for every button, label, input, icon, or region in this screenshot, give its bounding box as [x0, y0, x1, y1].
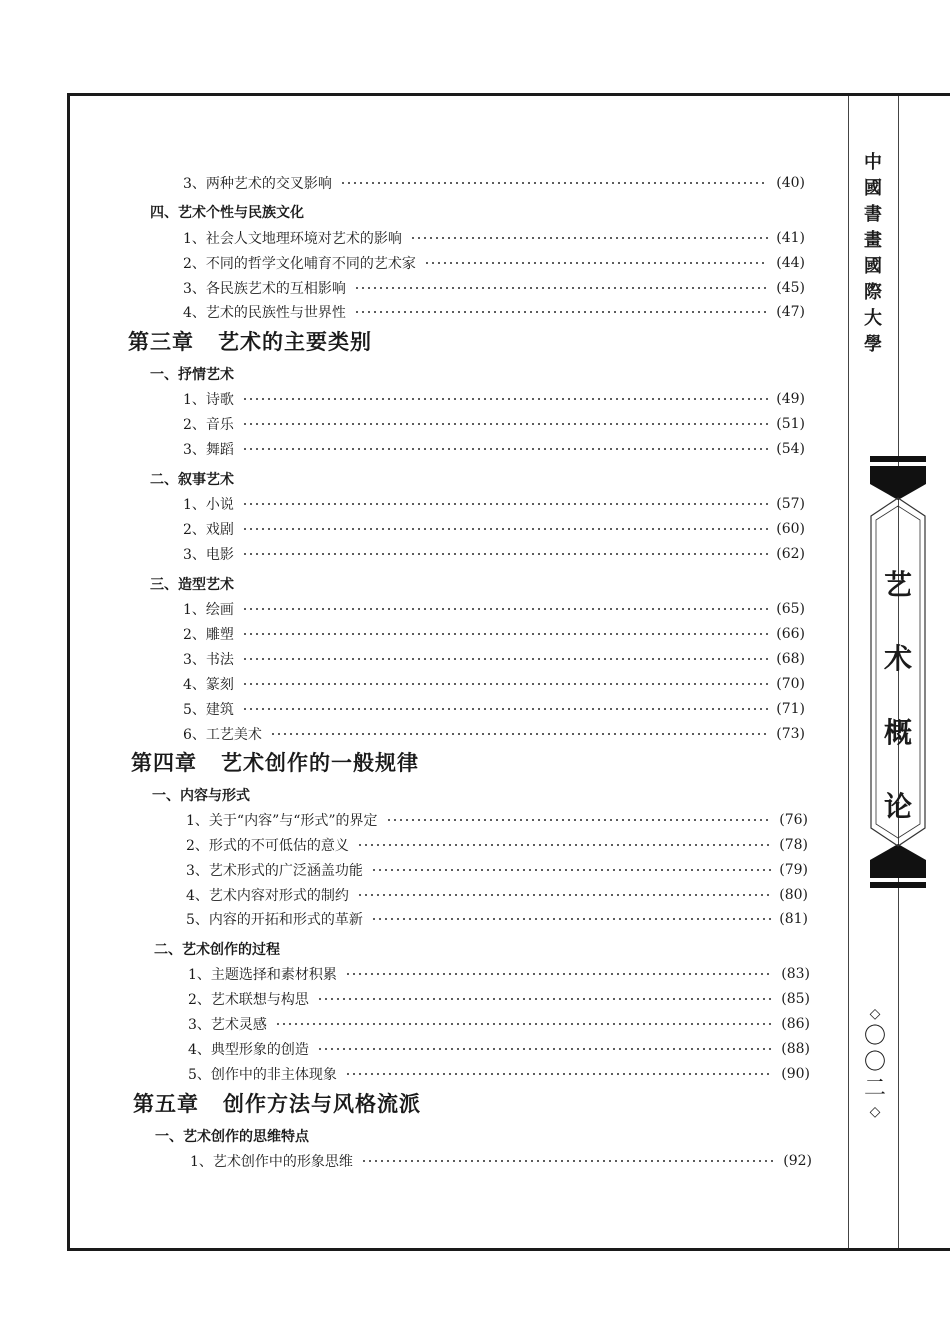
toc-entry[interactable] — [183, 649, 805, 669]
page-ref: (78) — [779, 837, 808, 853]
entry-title: 5、建筑 — [183, 702, 234, 718]
entry-title: 3、舞蹈 — [183, 442, 234, 458]
toc-entry[interactable] — [190, 1151, 812, 1171]
section-heading[interactable] — [150, 469, 234, 489]
chapter-title: 艺术创作的一般规律 — [221, 750, 419, 775]
section-title: 三、造型艺术 — [150, 577, 234, 593]
page-ref: (45) — [776, 280, 805, 296]
page-ref: (49) — [776, 391, 805, 407]
toc-entry[interactable] — [183, 253, 805, 273]
title-char: 论 — [883, 790, 912, 823]
chapter-heading[interactable] — [128, 326, 372, 356]
toc-entry[interactable] — [183, 439, 805, 459]
dot-leader — [410, 237, 768, 239]
toc-entry[interactable] — [183, 599, 805, 619]
toc-entry[interactable] — [183, 699, 805, 719]
entry-title: 4、艺术内容对形式的制约 — [186, 888, 349, 904]
toc-entry[interactable] — [186, 835, 808, 855]
chapter-number: 第三章 — [128, 329, 194, 354]
dot-leader — [242, 398, 768, 400]
dot-leader — [357, 844, 771, 846]
page-ref: (41) — [776, 230, 805, 246]
page-ref: (76) — [779, 812, 808, 828]
chapter-heading[interactable] — [131, 747, 419, 777]
section-heading[interactable] — [152, 785, 250, 805]
brand-char: 國 — [864, 256, 882, 277]
toc-entry[interactable] — [183, 544, 805, 564]
toc-entry[interactable] — [183, 302, 805, 322]
section-title: 一、内容与形式 — [152, 788, 250, 804]
page-ref: (83) — [781, 966, 810, 982]
page-ref: (71) — [776, 701, 805, 717]
toc-entry[interactable] — [183, 173, 805, 193]
dot-leader — [242, 658, 768, 660]
page-ref: (86) — [781, 1016, 810, 1032]
dot-leader — [361, 1160, 775, 1162]
entry-title: 1、关于“内容”与“形式”的界定 — [186, 813, 378, 829]
dot-leader — [242, 683, 768, 685]
dot-leader — [317, 998, 773, 1000]
publisher-vertical-text — [860, 150, 886, 358]
toc-entry[interactable] — [186, 885, 808, 905]
page-ref: (68) — [776, 651, 805, 667]
toc-entry[interactable] — [183, 228, 805, 248]
dot-leader — [270, 733, 768, 735]
entry-title: 1、艺术创作中的形象思维 — [190, 1154, 353, 1170]
entry-title: 2、音乐 — [183, 417, 234, 433]
section-heading[interactable] — [154, 939, 280, 959]
page-ref: (57) — [776, 496, 805, 512]
dot-leader — [242, 423, 768, 425]
dot-leader — [242, 633, 768, 635]
toc-entry[interactable] — [188, 964, 810, 984]
page-ref: (90) — [781, 1066, 810, 1082]
dot-leader — [242, 553, 768, 555]
toc-entry[interactable] — [183, 414, 805, 434]
page-ref: (85) — [781, 991, 810, 1007]
section-title: 四、艺术个性与民族文化 — [150, 205, 304, 221]
dot-leader — [242, 448, 768, 450]
entry-title: 2、形式的不可低估的意义 — [186, 838, 349, 854]
toc-entry[interactable] — [183, 674, 805, 694]
toc-entry[interactable] — [188, 1014, 810, 1034]
entry-title: 4、典型形象的创造 — [188, 1042, 309, 1058]
brand-char: 際 — [864, 282, 882, 303]
page-ref: (73) — [776, 726, 805, 742]
diamond-icon: ◇ — [869, 1104, 881, 1120]
book-title-cartouche — [868, 456, 928, 888]
section-heading[interactable] — [150, 574, 234, 594]
dot-leader — [371, 869, 771, 871]
entry-title: 5、创作中的非主体现象 — [188, 1067, 337, 1083]
entry-title: 1、社会人文地理环境对艺术的影响 — [183, 231, 402, 247]
brand-char: 畫 — [864, 230, 882, 251]
page-number-char: 〇 — [863, 1050, 886, 1075]
dot-leader — [345, 1073, 773, 1075]
dot-leader — [242, 708, 768, 710]
brand-char: 中 — [864, 152, 882, 173]
dot-leader — [340, 182, 768, 184]
toc-entry[interactable] — [188, 1039, 810, 1059]
page-ref: (40) — [776, 175, 805, 191]
page-number-char: 二 — [863, 1076, 886, 1101]
entry-title: 3、艺术形式的广泛涵盖功能 — [186, 863, 363, 879]
entry-title: 4、篆刻 — [183, 677, 234, 693]
title-char: 术 — [883, 642, 912, 675]
chapter-title: 创作方法与风格流派 — [223, 1091, 421, 1116]
dot-leader — [345, 973, 773, 975]
toc-entry[interactable] — [183, 519, 805, 539]
page-ref: (66) — [776, 626, 805, 642]
section-heading[interactable] — [155, 1126, 309, 1146]
section-title: 二、叙事艺术 — [150, 472, 234, 488]
page-ref: (79) — [779, 862, 808, 878]
entry-title: 3、艺术灵感 — [188, 1017, 267, 1033]
entry-title: 6、工艺美术 — [183, 727, 262, 743]
entry-title: 2、艺术联想与构思 — [188, 992, 309, 1008]
page-number-char: 〇 — [863, 1024, 886, 1049]
brand-char: 大 — [864, 308, 882, 329]
entry-title: 3、两种艺术的交叉影响 — [183, 176, 332, 192]
section-title: 一、抒情艺术 — [150, 367, 234, 383]
page-ref: (92) — [783, 1153, 812, 1169]
chapter-title: 艺术的主要类别 — [218, 329, 372, 354]
toc-entry[interactable] — [183, 389, 805, 409]
page-ref: (81) — [779, 911, 808, 927]
toc-entry[interactable] — [186, 810, 808, 830]
section-title: 一、艺术创作的思维特点 — [155, 1129, 309, 1145]
dot-leader — [317, 1048, 773, 1050]
brand-char: 國 — [864, 178, 882, 199]
title-char: 艺 — [883, 568, 912, 601]
dot-leader — [242, 528, 768, 530]
toc-entry[interactable] — [183, 624, 805, 644]
dot-leader — [354, 311, 768, 313]
entry-title: 2、不同的哲学文化哺育不同的艺术家 — [183, 256, 416, 272]
dot-leader — [354, 287, 768, 289]
page-ref: (44) — [776, 255, 805, 271]
dot-leader — [242, 608, 768, 610]
page-ref: (62) — [776, 546, 805, 562]
entry-title: 1、小说 — [183, 497, 234, 513]
toc-entry[interactable] — [183, 278, 805, 298]
entry-title: 5、内容的开拓和形式的革新 — [186, 912, 363, 928]
toc-entry[interactable] — [188, 1064, 810, 1084]
toc-entry[interactable] — [188, 989, 810, 1009]
entry-title: 2、戏剧 — [183, 522, 234, 538]
dot-leader — [371, 918, 771, 920]
page-number — [860, 1004, 890, 1122]
page-ref: (70) — [776, 676, 805, 692]
section-title: 二、艺术创作的过程 — [154, 942, 280, 958]
toc-entry[interactable] — [186, 860, 808, 880]
toc-entry[interactable] — [183, 724, 805, 744]
page-ref: (47) — [776, 304, 805, 320]
diamond-icon: ◇ — [869, 1006, 881, 1022]
page-ref: (65) — [776, 601, 805, 617]
page-ref: (60) — [776, 521, 805, 537]
entry-title: 2、雕塑 — [183, 627, 234, 643]
dot-leader — [275, 1023, 773, 1025]
dot-leader — [357, 894, 771, 896]
dot-leader — [424, 262, 768, 264]
page-ref: (88) — [781, 1041, 810, 1057]
page-ref: (54) — [776, 441, 805, 457]
section-heading[interactable] — [150, 202, 304, 222]
entry-title: 3、各民族艺术的互相影响 — [183, 281, 346, 297]
entry-title: 1、诗歌 — [183, 392, 234, 408]
section-heading[interactable] — [150, 364, 234, 384]
toc-entry[interactable] — [186, 909, 808, 929]
entry-title: 1、主题选择和素材积累 — [188, 967, 337, 983]
dot-leader — [242, 503, 768, 505]
chapter-heading[interactable] — [133, 1088, 421, 1118]
entry-title: 4、艺术的民族性与世界性 — [183, 305, 346, 321]
page-ref: (51) — [776, 416, 805, 432]
chapter-number: 第五章 — [133, 1091, 199, 1116]
page-ref: (80) — [779, 887, 808, 903]
dot-leader — [386, 819, 772, 821]
entry-title: 1、绘画 — [183, 602, 234, 618]
brand-char: 書 — [864, 204, 882, 225]
book-title — [868, 548, 928, 844]
title-char: 概 — [883, 716, 912, 749]
chapter-number: 第四章 — [131, 750, 197, 775]
toc-entry[interactable] — [183, 494, 805, 514]
brand-char: 學 — [864, 334, 882, 355]
entry-title: 3、电影 — [183, 547, 234, 563]
entry-title: 3、书法 — [183, 652, 234, 668]
